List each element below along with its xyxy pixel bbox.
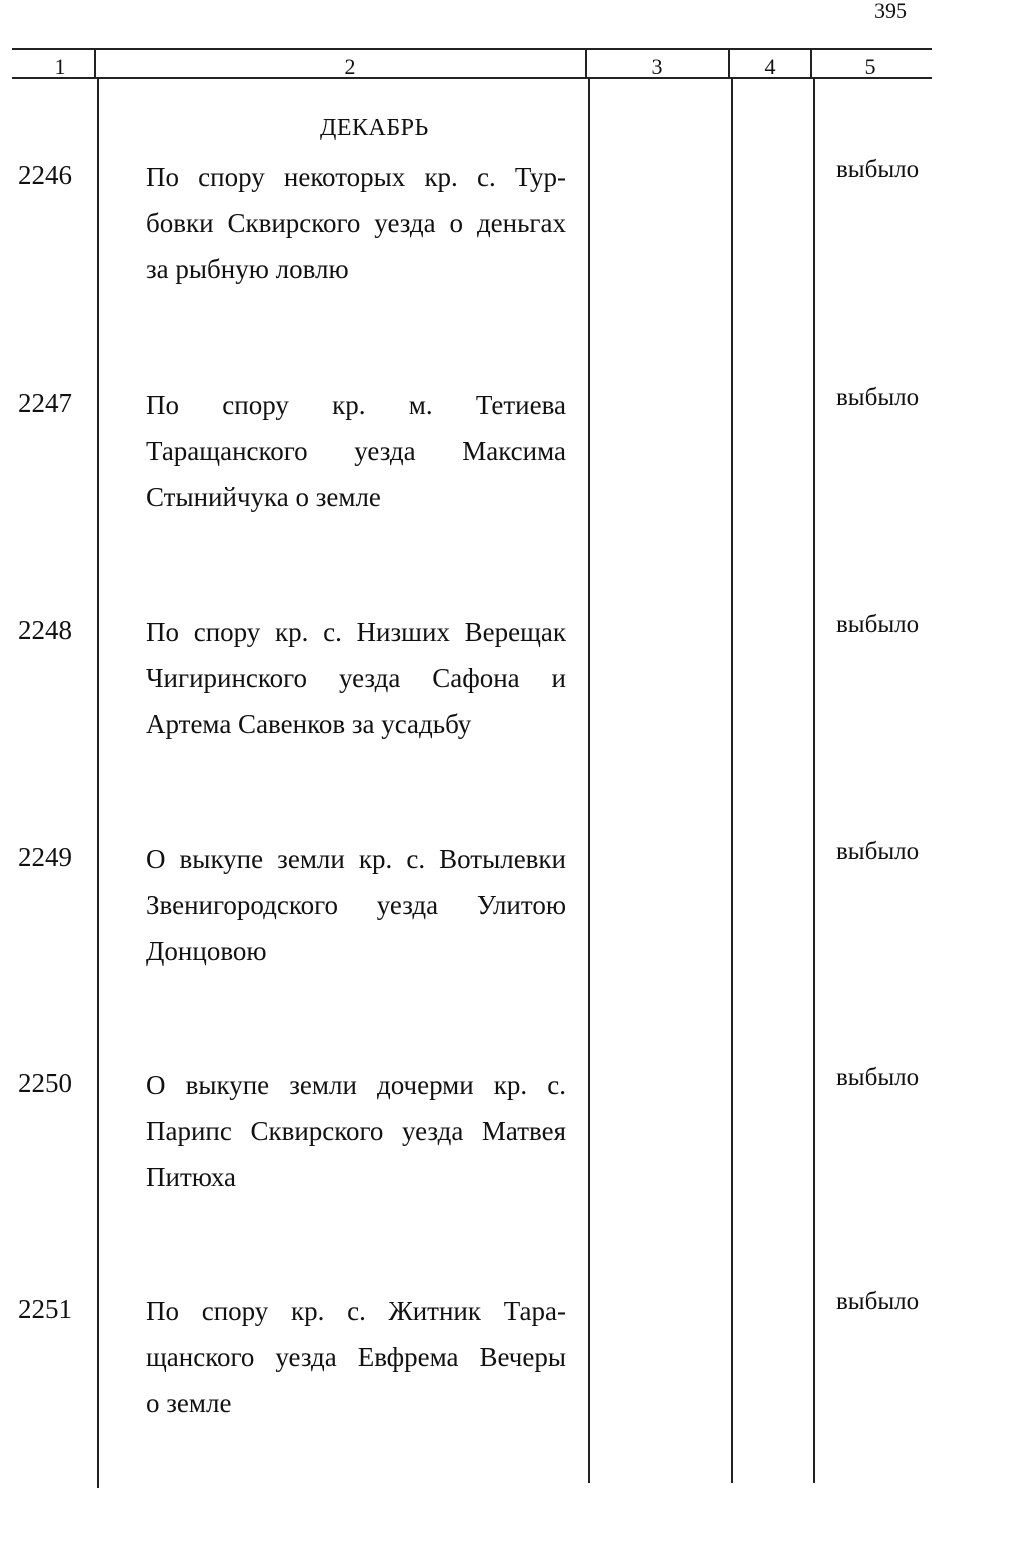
entry-line: Питюха [146, 1162, 236, 1192]
entry-description [146, 1062, 566, 1200]
entry-number: 2251 [18, 1294, 72, 1324]
entry-status: выбыло [836, 384, 920, 411]
entry-line: Артема Савенков за усадьбу [146, 709, 472, 739]
column-divider-2 [585, 48, 587, 78]
entry-number: 2250 [18, 1068, 72, 1098]
entry-line: По спору некоторых кр. с. Тур- [146, 162, 566, 192]
column-divider-2-body [588, 78, 590, 1483]
column-header-2: 2 [344, 54, 356, 79]
column-header-4: 4 [764, 54, 776, 79]
entry-line: Чигиринского уезда Сафона и [146, 663, 566, 693]
entry-number: 2246 [18, 160, 72, 190]
entry-line: По спору кр. с. Житник Тара- [146, 1296, 566, 1326]
entry-line: О выкупе земли кр. с. Вотылевки [146, 844, 566, 874]
entry-line: Звенигородского уезда Улитою [146, 890, 566, 920]
entry-line: о земле [146, 1388, 232, 1418]
entry-status: выбыло [836, 1288, 920, 1315]
entry-line: Парипс Сквирского уезда Матвея [146, 1116, 566, 1146]
column-header-1: 1 [54, 54, 66, 79]
entry-description [146, 382, 566, 520]
column-header-3: 3 [651, 54, 663, 79]
entry-number: 2249 [18, 842, 72, 872]
column-divider-1 [94, 48, 96, 78]
entry-status: выбыло [836, 156, 920, 183]
column-divider-3-body [731, 78, 733, 1483]
table-top-rule [12, 48, 932, 50]
entry-description [146, 1288, 566, 1426]
entry-status: выбыло [836, 1064, 920, 1091]
entry-description [146, 836, 566, 974]
table-header-rule [12, 77, 932, 79]
entry-description [146, 154, 566, 292]
entry-line: бовки Сквирского уезда о деньгах [146, 208, 566, 238]
entry-status: выбыло [836, 611, 920, 638]
column-divider-3 [728, 48, 730, 78]
entry-line: О выкупе земли дочерми кр. с. [146, 1070, 566, 1100]
entry-line: Донцовою [146, 936, 267, 966]
entry-description [146, 609, 566, 747]
entry-line: По спору кр. м. Тетиева [146, 390, 566, 420]
column-header-5: 5 [864, 54, 876, 79]
entry-line: за рыбную ловлю [146, 254, 349, 284]
entry-line: Таращанского уезда Максима [146, 436, 566, 466]
entry-line: По спору кр. с. Низших Верещак [146, 617, 566, 647]
column-divider-1-body [97, 78, 99, 1488]
entry-line: Стынийчука о земле [146, 482, 381, 512]
entry-number: 2247 [18, 388, 72, 418]
entry-number: 2248 [18, 615, 72, 645]
column-divider-4-body [813, 78, 815, 1483]
month-heading: ДЕКАБРЬ [320, 115, 429, 141]
page-number: 395 [874, 0, 907, 23]
entry-line: щанского уезда Евфрема Вечеры [146, 1342, 566, 1372]
column-divider-4 [810, 48, 812, 78]
entry-status: выбыло [836, 838, 920, 865]
